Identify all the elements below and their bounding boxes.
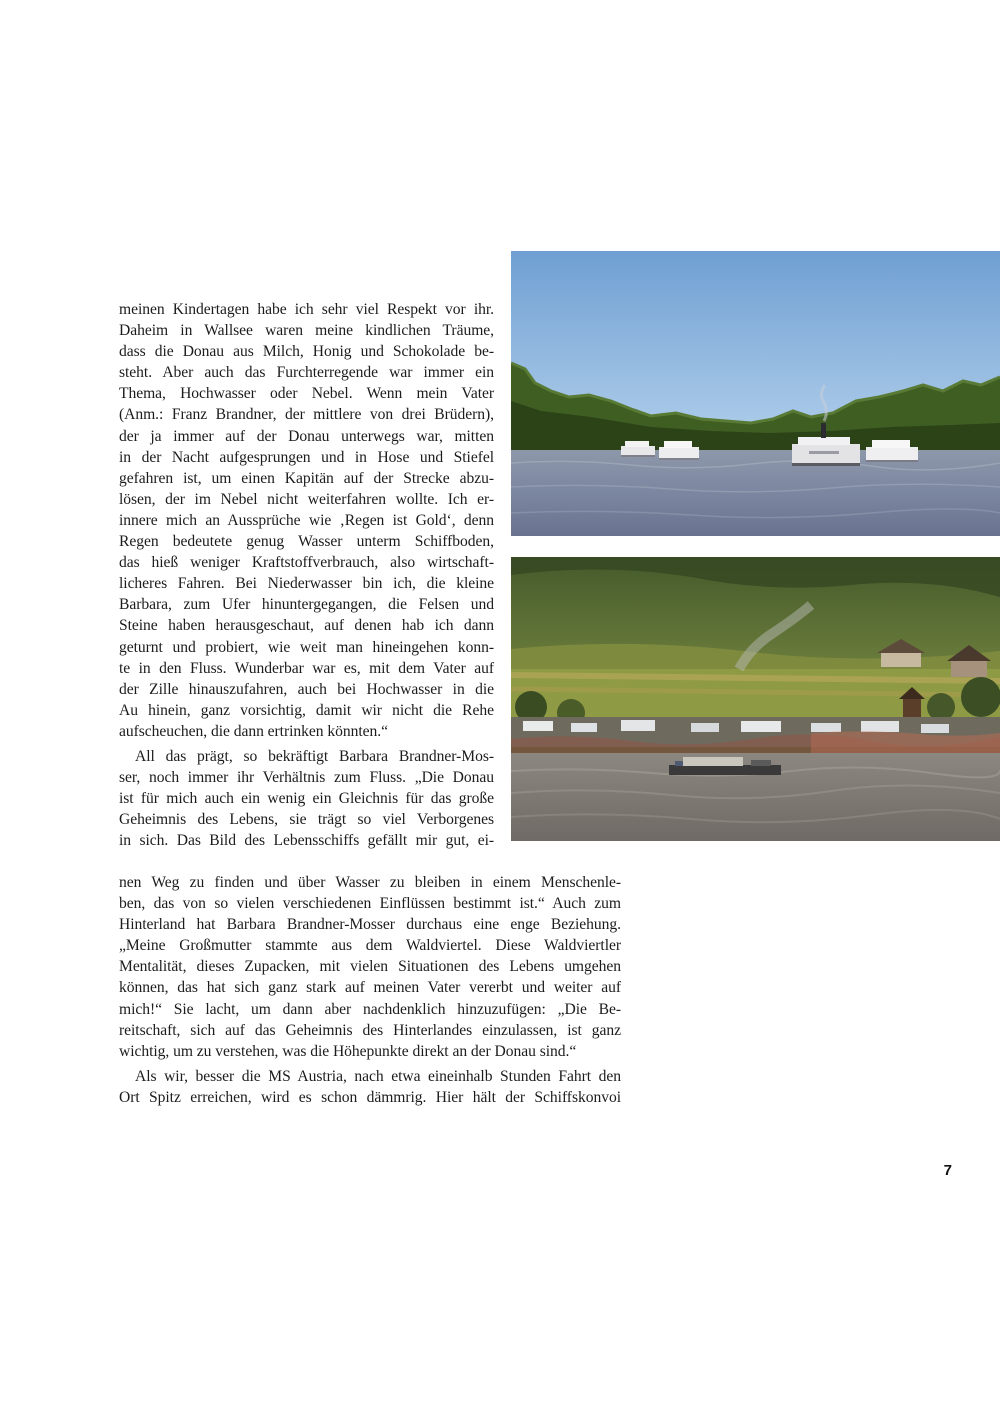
text-line: (Anm.: Franz Brandner, der mittlere von drei Brüdern), bbox=[119, 406, 494, 424]
text-line: Steine haben herausgeschaut, auf denen hab ich dann bbox=[119, 617, 494, 635]
text-line: gefahren ist, um einen Kapitän auf der Strecke abzu- bbox=[119, 469, 494, 487]
text-line: ben, das von so vielen verschiedenen Einflüssen bestimmt ist.“ Auch zum bbox=[119, 895, 621, 913]
text-line: meinen Kindertagen habe ich sehr viel Respekt vor ihr. bbox=[119, 301, 494, 318]
text-line: Barbara, zum Ufer hinuntergegangen, die Felsen und bbox=[119, 596, 494, 614]
text-line: in der Nacht aufgesprungen und in Hose und Stiefel bbox=[119, 448, 494, 466]
river-ships-photo bbox=[511, 251, 1000, 536]
text-line: können, das hat sich ganz stark auf meinen Vater vererbt und weiter auf bbox=[119, 979, 621, 997]
text-line: te in den Fluss. Wunderbar war es, mit dem Vater auf bbox=[119, 659, 494, 677]
text-line: Geheimnis des Lebens, sie trägt so viel Verborgenes bbox=[119, 811, 494, 829]
paragraph-start-line: All das prägt, so bekräftigt Barbara Brandner-Mos- bbox=[135, 747, 494, 765]
text-line: der ja immer auf der Donau unterwegs war, mitten bbox=[119, 427, 494, 445]
article-column-narrow bbox=[119, 299, 494, 851]
riverbank-village-photo bbox=[511, 557, 1000, 841]
text-line: ser, noch immer ihr Verhältnis zum Fluss. „Die Donau bbox=[119, 769, 494, 787]
text-line: lösen, der im Nebel nicht weiterfahren wollte. Ich er- bbox=[119, 490, 494, 508]
text-line: das hieß weniger Kraftstoffverbrauch, also wirtschaft- bbox=[119, 554, 494, 572]
text-line: Ort Spitz erreichen, wird es schon dämmrig. Hier hält der Schiffskonvoi bbox=[119, 1088, 621, 1106]
text-line: innere mich an Aussprüche wie ‚Regen ist Gold‘, denn bbox=[119, 511, 494, 529]
text-line: Hinterland hat Barbara Brandner-Mosser durchaus eine enge Beziehung. bbox=[119, 916, 621, 934]
text-line: Au hinein, ganz vorsichtig, damit wir nicht die Rehe bbox=[119, 701, 494, 719]
text-line: mich!“ Sie lacht, um dann aber nachdenklich hinzuzufügen: „Die Be- bbox=[119, 1000, 621, 1018]
text-line: Daheim in Wallsee waren meine kindlichen Träume, bbox=[119, 322, 494, 340]
page-number: 7 bbox=[943, 1162, 952, 1179]
paragraph-start-line: Als wir, besser die MS Austria, nach etwa eineinhalb Stunden Fahrt den bbox=[135, 1067, 621, 1085]
paragraph-end-line: wichtig, um zu verstehen, was die Höhepunkte direkt an der Donau sind.“ bbox=[119, 1042, 577, 1060]
text-line: ist für mich auch ein wenig ein Gleichnis für das große bbox=[119, 790, 494, 808]
text-line: nen Weg zu finden und über Wasser zu bleiben in einem Menschenle- bbox=[119, 874, 621, 891]
text-line: dass die Donau aus Milch, Honig und Schokolade be- bbox=[119, 343, 494, 361]
text-line: geturnt und probiert, wie weit man hineingehen konn- bbox=[119, 638, 494, 656]
text-line: reitschaft, sich auf das Geheimnis des Hinterlandes einzulassen, ist ganz bbox=[119, 1021, 621, 1039]
text-line: licheres Fahren. Bei Niederwasser bin ich, die kleine bbox=[119, 575, 494, 593]
article-column-wide bbox=[119, 872, 621, 1108]
text-line: in sich. Das Bild des Lebensschiffs gefällt mir gut, ei- bbox=[119, 832, 494, 850]
text-line: Thema, Hochwasser oder Nebel. Wenn mein Vater bbox=[119, 385, 494, 403]
text-line: Regen bedeutete genug Wasser unterm Schiffboden, bbox=[119, 533, 494, 551]
text-line: Mentalität, dieses Zupacken, mit vielen Situationen des Lebens umgehen bbox=[119, 958, 621, 976]
paragraph-end-line: aufscheuchen, die dann ertrinken könnten.“ bbox=[119, 722, 388, 740]
text-line: der Zille hinauszufahren, auch bei Hochwasser in die bbox=[119, 680, 494, 698]
text-line: steht. Aber auch das Furchterregende war immer ein bbox=[119, 364, 494, 382]
text-line: „Meine Großmutter stammte aus dem Waldviertel. Diese Waldviertler bbox=[119, 937, 621, 955]
